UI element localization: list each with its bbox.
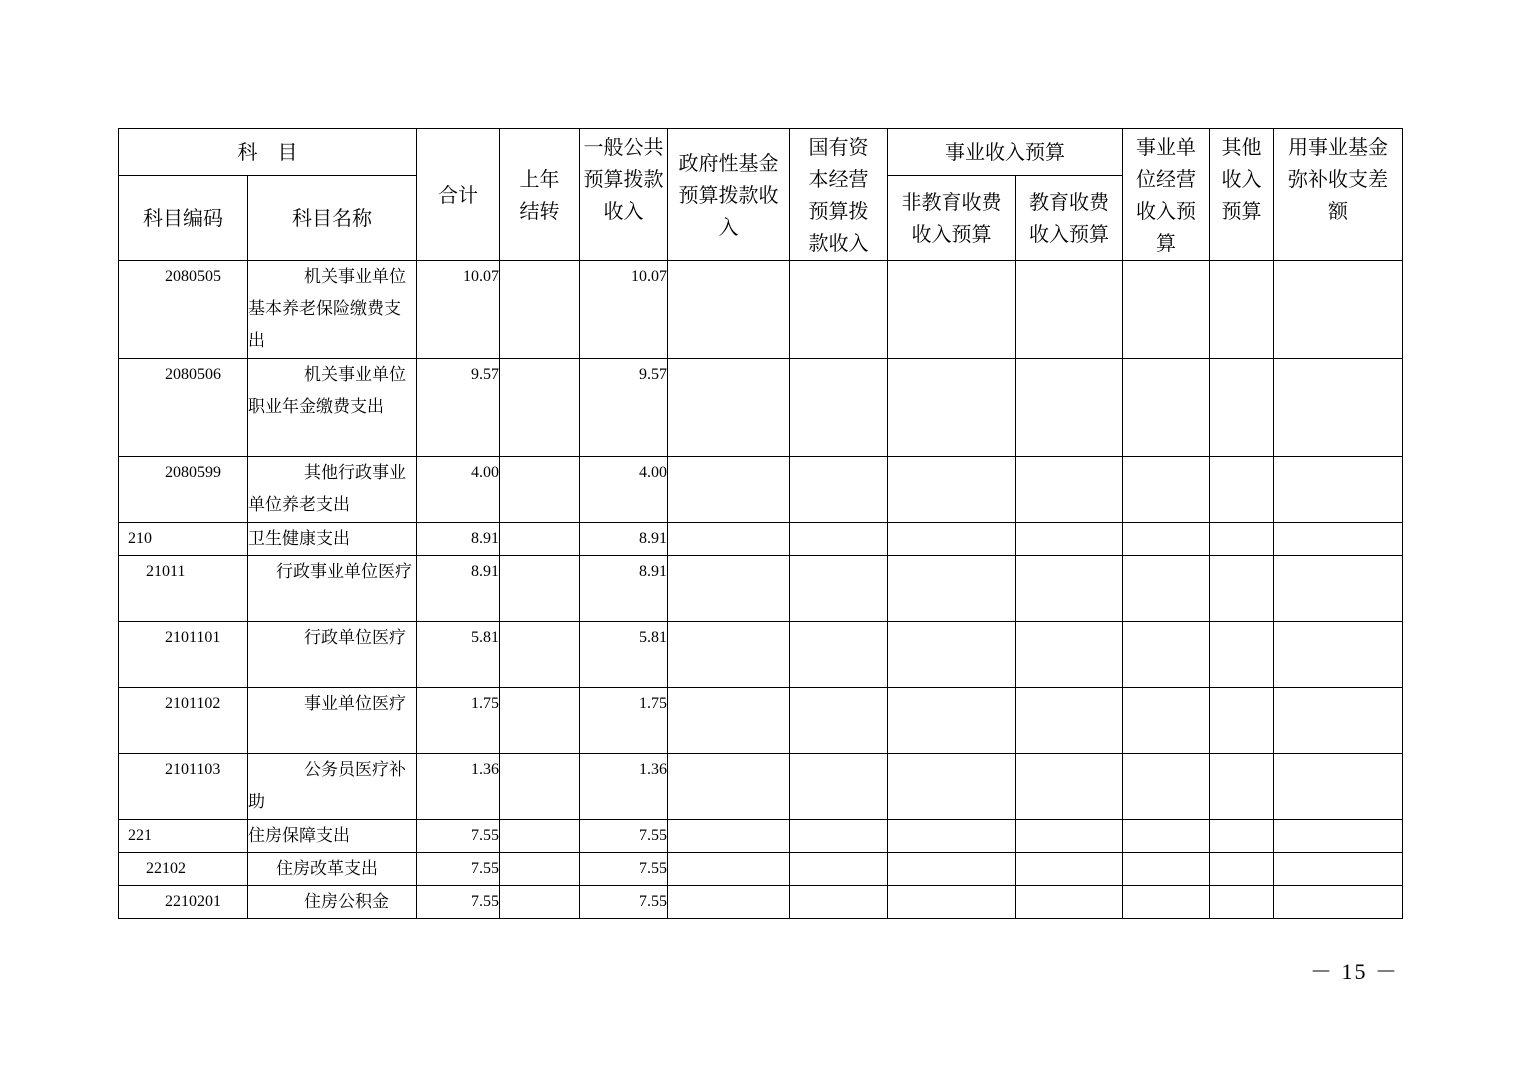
header-unit-operating: 事业单位经营收入预算 [1123,129,1210,261]
total-cell: 7.55 [417,886,500,919]
empty-cell [1274,886,1403,919]
general-budget-cell: 8.91 [580,556,668,622]
empty-cell [668,261,790,359]
subject-name-cell: 住房公积金 [248,886,417,919]
general-budget-cell: 4.00 [580,457,668,523]
total-cell: 1.36 [417,754,500,820]
header-non-edu-fee: 非教育收费收入预算 [888,176,1016,261]
empty-cell [1274,853,1403,886]
empty-cell [888,359,1016,457]
carryover-cell [500,853,580,886]
empty-cell [1016,556,1123,622]
general-budget-cell: 7.55 [580,853,668,886]
empty-cell [1274,820,1403,853]
total-cell: 7.55 [417,853,500,886]
total-cell: 8.91 [417,523,500,556]
subject-code-cell: 21011 [119,556,248,622]
empty-cell [1274,754,1403,820]
total-cell: 9.57 [417,359,500,457]
subject-name-cell: 行政事业单位医疗 [248,556,417,622]
empty-cell [1274,359,1403,457]
empty-cell [1210,622,1274,688]
subject-code-cell: 2101101 [119,622,248,688]
total-cell: 8.91 [417,556,500,622]
subject-code-cell: 2080506 [119,359,248,457]
general-budget-cell: 7.55 [580,886,668,919]
empty-cell [1210,754,1274,820]
table-row [119,523,1403,556]
empty-cell [1016,359,1123,457]
empty-cell [1016,688,1123,754]
empty-cell [790,688,888,754]
carryover-cell [500,457,580,523]
header-carryover: 上年结转 [500,129,580,261]
empty-cell [888,886,1016,919]
empty-cell [1210,261,1274,359]
empty-cell [790,853,888,886]
empty-cell [790,754,888,820]
empty-cell [1210,556,1274,622]
header-total: 合计 [417,129,500,261]
empty-cell [1016,853,1123,886]
empty-cell [888,457,1016,523]
header-state-capital: 国有资本经营预算拨款收入 [790,129,888,261]
general-budget-cell: 9.57 [580,359,668,457]
empty-cell [1123,820,1210,853]
subject-code-cell: 210 [119,523,248,556]
header-business-income: 事业收入预算 [888,129,1123,176]
empty-cell [668,688,790,754]
table-row [119,688,1403,754]
subject-code-cell: 22102 [119,853,248,886]
empty-cell [888,261,1016,359]
header-subject-name: 科目名称 [248,176,417,261]
subject-name-cell: 其他行政事业单位养老支出 [248,457,417,523]
carryover-cell [500,886,580,919]
subject-name-cell: 机关事业单位基本养老保险缴费支出 [248,261,417,359]
empty-cell [888,853,1016,886]
header-subject: 科 目 [119,129,417,176]
empty-cell [1210,820,1274,853]
subject-name-cell: 公务员医疗补助 [248,754,417,820]
table-row [119,359,1403,457]
table-row [119,457,1403,523]
general-budget-cell: 5.81 [580,622,668,688]
page-number: － 15 － [1310,959,1400,984]
header-gov-fund: 政府性基金预算拨款收入 [668,129,790,261]
table-row [119,261,1403,359]
empty-cell [668,457,790,523]
empty-cell [668,853,790,886]
empty-cell [888,523,1016,556]
empty-cell [1123,688,1210,754]
subject-name-cell: 住房保障支出 [248,820,417,853]
total-cell: 7.55 [417,820,500,853]
table-body [119,261,1403,919]
empty-cell [1210,688,1274,754]
table-row [119,556,1403,622]
empty-cell [1123,556,1210,622]
subject-code-cell: 2101103 [119,754,248,820]
carryover-cell [500,556,580,622]
empty-cell [668,523,790,556]
subject-code-cell: 2101102 [119,688,248,754]
subject-name-cell: 住房改革支出 [248,853,417,886]
general-budget-cell: 1.75 [580,688,668,754]
header-fund-balance: 用事业基金弥补收支差额 [1274,129,1403,261]
table-row [119,853,1403,886]
empty-cell [1016,622,1123,688]
empty-cell [1210,853,1274,886]
empty-cell [1123,261,1210,359]
carryover-cell [500,754,580,820]
empty-cell [1016,261,1123,359]
empty-cell [790,886,888,919]
header-general-budget: 一般公共预算拨款收入 [580,129,668,261]
header-other-income: 其他收入预算 [1210,129,1274,261]
empty-cell [1016,820,1123,853]
empty-cell [790,820,888,853]
empty-cell [790,523,888,556]
empty-cell [888,688,1016,754]
general-budget-cell: 8.91 [580,523,668,556]
subject-name-cell: 卫生健康支出 [248,523,417,556]
empty-cell [790,261,888,359]
empty-cell [668,622,790,688]
table-row [119,886,1403,919]
empty-cell [1274,523,1403,556]
empty-cell [1123,853,1210,886]
empty-cell [1016,886,1123,919]
empty-cell [1016,523,1123,556]
carryover-cell [500,622,580,688]
empty-cell [1210,886,1274,919]
carryover-cell [500,688,580,754]
empty-cell [790,457,888,523]
empty-cell [1210,359,1274,457]
total-cell: 10.07 [417,261,500,359]
empty-cell [1274,622,1403,688]
carryover-cell [500,523,580,556]
total-cell: 5.81 [417,622,500,688]
empty-cell [668,359,790,457]
empty-cell [790,556,888,622]
carryover-cell [500,359,580,457]
table-row [119,820,1403,853]
empty-cell [1123,622,1210,688]
empty-cell [888,622,1016,688]
empty-cell [1274,556,1403,622]
empty-cell [1123,457,1210,523]
empty-cell [1210,523,1274,556]
general-budget-cell: 1.36 [580,754,668,820]
subject-code-cell: 2080599 [119,457,248,523]
total-cell: 4.00 [417,457,500,523]
table-row [119,754,1403,820]
empty-cell [1274,261,1403,359]
header-subject-code: 科目编码 [119,176,248,261]
empty-cell [888,754,1016,820]
empty-cell [668,820,790,853]
empty-cell [1123,886,1210,919]
empty-cell [668,754,790,820]
empty-cell [790,622,888,688]
empty-cell [1123,523,1210,556]
empty-cell [668,556,790,622]
subject-code-cell: 221 [119,820,248,853]
empty-cell [888,820,1016,853]
subject-name-cell: 事业单位医疗 [248,688,417,754]
empty-cell [1274,457,1403,523]
empty-cell [790,359,888,457]
empty-cell [1123,359,1210,457]
header-edu-fee: 教育收费收入预算 [1016,176,1123,261]
empty-cell [1210,457,1274,523]
subject-name-cell: 机关事业单位职业年金缴费支出 [248,359,417,457]
empty-cell [1274,688,1403,754]
empty-cell [1016,754,1123,820]
subject-name-cell: 行政单位医疗 [248,622,417,688]
empty-cell [888,556,1016,622]
empty-cell [668,886,790,919]
general-budget-cell: 7.55 [580,820,668,853]
budget-table [118,128,1403,919]
empty-cell [1123,754,1210,820]
carryover-cell [500,820,580,853]
empty-cell [1016,457,1123,523]
table-row [119,622,1403,688]
subject-code-cell: 2210201 [119,886,248,919]
total-cell: 1.75 [417,688,500,754]
carryover-cell [500,261,580,359]
subject-code-cell: 2080505 [119,261,248,359]
general-budget-cell: 10.07 [580,261,668,359]
